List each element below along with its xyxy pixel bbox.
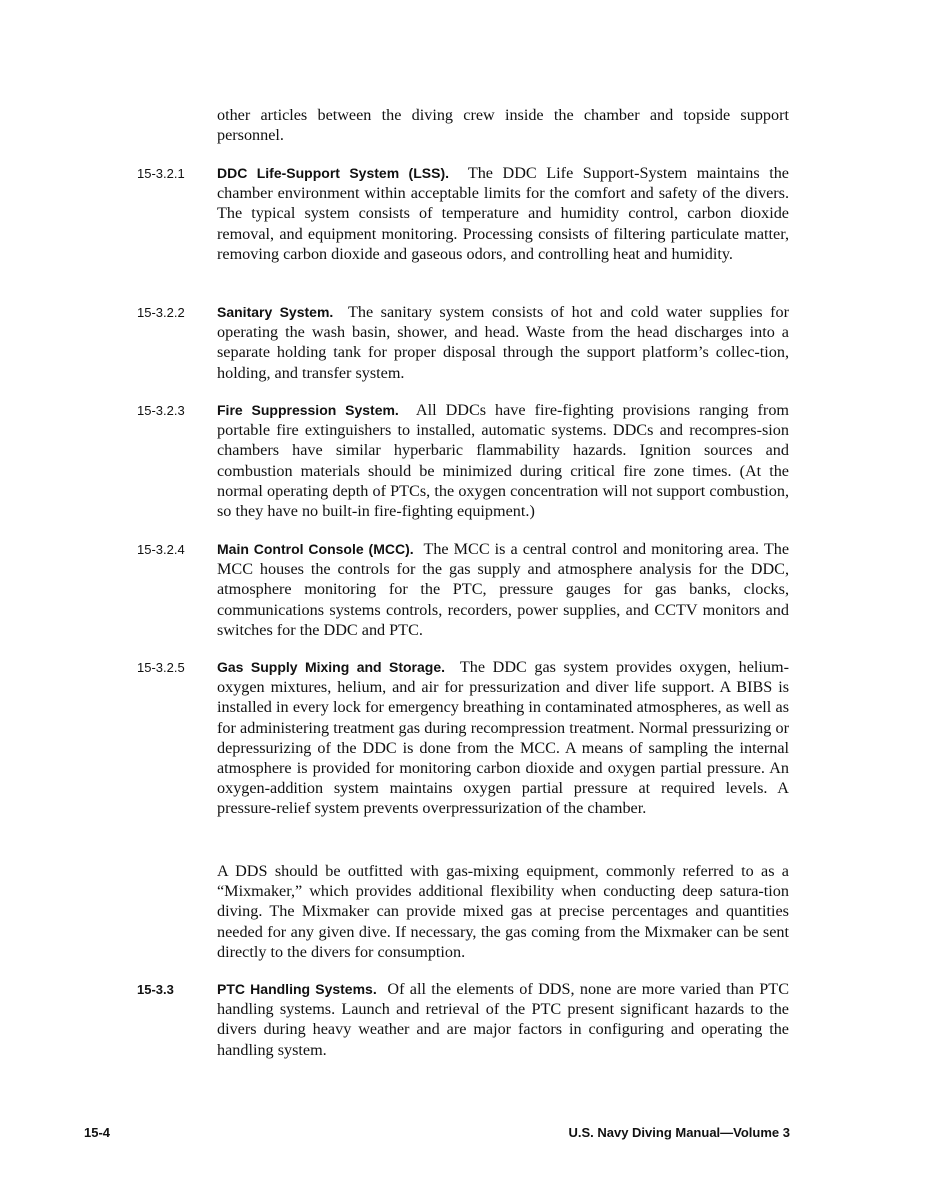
section-text: The sanitary system consists of hot and cold water supplies for operating the wash basin, shower, and head. Waste from the head discharges into a separate holding tank for proper disposal through the support platform’s collec-tion, holding, and transfer system. (217, 303, 789, 382)
page-number: 15-4 (84, 1125, 111, 1140)
section-paragraph (217, 302, 789, 383)
section-text: The MCC is a central control and monitoring area. The MCC houses the controls for the gas supply and atmosphere analysis for the DDC, atmosphere monitoring for the PTC, pressure gauges for gas banks, clocks, communications systems controls, recorders, power supplies, and CCTV monitors and switches for the DDC and PTC. (217, 540, 789, 639)
section-number: 15-3.2.3 (137, 403, 185, 418)
section-paragraph (217, 400, 789, 521)
section-number: 15-3.3 (137, 982, 174, 997)
section-heading: Sanitary System. (217, 304, 334, 320)
section-paragraph (217, 979, 789, 1060)
section-number: 15-3.2.1 (137, 166, 185, 181)
extra-paragraph: A DDS should be outfitted with gas-mixing equipment, commonly referred to as a “Mixmaker,” which provides additional flexibility when conducting deep satura-tion diving. The Mixmaker can provide mixed gas at precise percentages and quantities needed for any given dive. If necessary, the gas coming from the Mixmaker can be sent directly to the divers for consumption. (217, 862, 789, 961)
section-heading: DDC Life-Support System (LSS). (217, 165, 449, 181)
section-heading: Fire Suppression System. (217, 402, 399, 418)
section-number: 15-3.2.2 (137, 305, 185, 320)
section-paragraph (217, 657, 789, 819)
section-heading: Main Control Console (MCC). (217, 541, 414, 557)
section-paragraph (217, 539, 789, 640)
manual-title: U.S. Navy Diving Manual—Volume 3 (568, 1125, 790, 1140)
section-text: All DDCs have fire-fighting provisions ranging from portable fire extinguishers to installed, automatic systems. DDCs and recompres-sion chambers have similar hyperbaric flammability hazards. Ignition sources and combustion materials should be minimized during critical fire zone times. (At the normal operating depth of PTCs, the oxygen concentration will not support combustion, so they have no built-in fire-fighting equipment.) (217, 401, 790, 521)
continuation-paragraph: other articles between the diving crew inside the chamber and topside support personnel. (217, 106, 789, 145)
section-text: Of all the elements of DDS, none are more varied than PTC handling systems. Launch and retrieval of the PTC present significant hazards to the divers during heavy weather and are major factors in configuring and operating the handling system. (217, 980, 789, 1059)
section-number: 15-3.2.5 (137, 660, 185, 675)
section-number: 15-3.2.4 (137, 542, 185, 557)
section-text: The DDC gas system provides oxygen, helium-oxygen mixtures, helium, and air for pressurization and diver life support. A BIBS is installed in every lock for emergency breathing in contaminated atmospheres, as well as for administering treatment gas during recompression treatment. Normal pressurizing or depressurizing of the DDC is done from the MCC. A means of sampling the internal atmosphere is provided for monitoring carbon dioxide and oxygen partial pressure. An oxygen-addition system maintains oxygen partial pressure at required levels. A pressure-relief system prevents overpressurization of the chamber. (217, 658, 789, 818)
section-heading: Gas Supply Mixing and Storage. (217, 659, 446, 675)
section-paragraph (217, 163, 789, 264)
section-text: The DDC Life Support-System maintains the chamber environment within acceptable limits for the comfort and safety of the divers. The typical system consists of temperature and humidity control, carbon dioxide removal, and equipment monitoring. Processing consists of filtering particulate matter, removing carbon dioxide and gaseous odors, and controlling heat and humidity. (217, 164, 789, 263)
section-heading: PTC Handling Systems. (217, 981, 377, 997)
